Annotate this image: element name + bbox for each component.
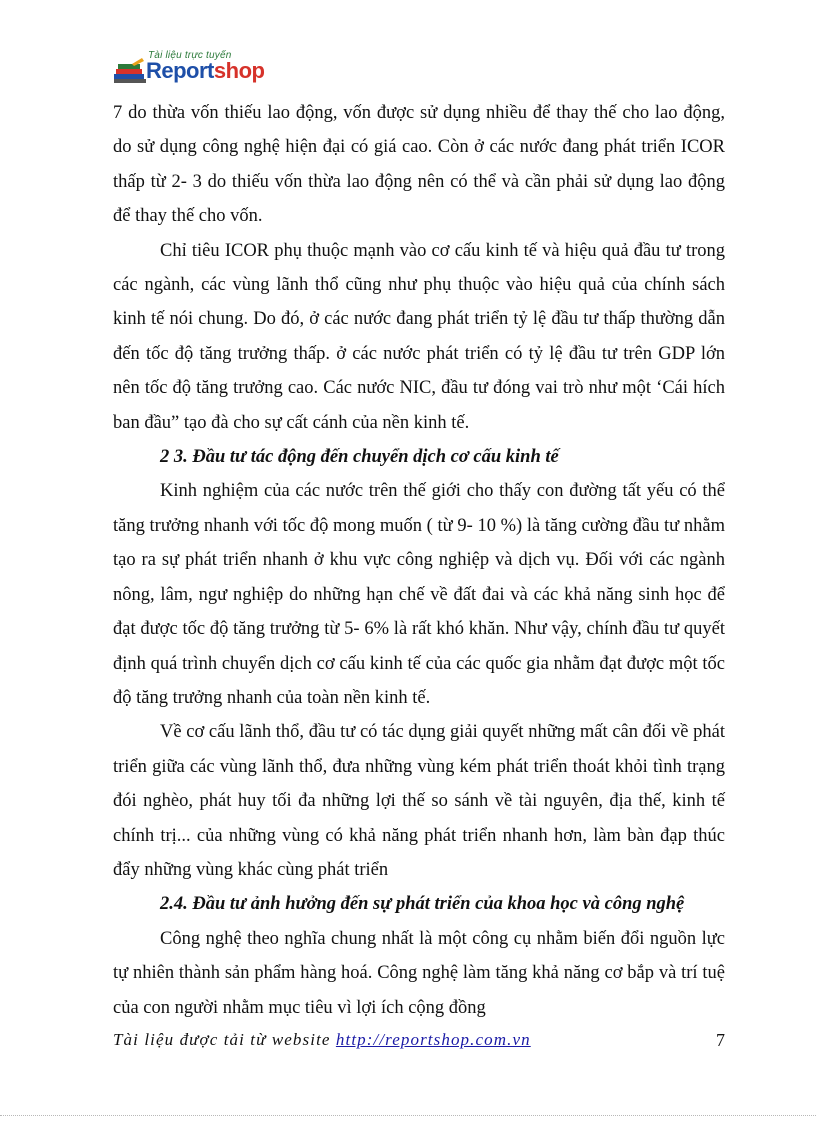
page-bottom-rule	[0, 1115, 816, 1116]
section-heading-2-4: 2.4. Đầu tư ảnh hưởng đến sự phát triển của khoa học và công nghệ	[160, 894, 685, 915]
footer-text: Tài liệu được tải từ website	[113, 1030, 336, 1049]
logo-word-report: Report	[146, 58, 214, 83]
logo-word-shop: shop	[213, 58, 265, 83]
section-heading-2-3: 2 3. Đầu tư tác động đến chuyển dịch cơ cấu kinh tế	[160, 447, 559, 468]
paragraph-technology: Công nghệ theo nghĩa chung nhất là một công cụ nhằm biến đổi nguồn lực tự nhiên thành sản phẩm hàng hoá. Công nghệ làm tăng khả năng cơ bắp và trí tuệ của con người nhằm mục tiêu vì lợi ích cộng đồng	[113, 928, 725, 1018]
books-icon	[112, 58, 148, 86]
reportshop-logo	[112, 50, 282, 90]
footer-caption	[113, 1030, 531, 1050]
paragraph-icor-factors: Chỉ tiêu ICOR phụ thuộc mạnh vào cơ cấu kinh tế và hiệu quả đầu tư trong các ngành, các vùng lãnh thổ cũng như phụ thuộc vào hiệu quả của chính sách kinh tế nói chung. Do đó, ở các nước đang phát triển tỷ lệ đầu tư thấp thường dẫn đến tốc độ tăng trưởng thấp. ở các nước phát triển có tỷ lệ đầu tư trên GDP lớn nên tốc độ tăng trưởng cao. Các nước NIC, đầu tư đóng vai trò như một ‘Cái hích ban đầu” tạo đà cho sự cất cánh của nền kinh tế.	[113, 240, 725, 433]
page-number: 7	[716, 1030, 725, 1050]
paragraph-territory: Về cơ cấu lãnh thổ, đầu tư có tác dụng giải quyết những mất cân đối về phát triển giữa các vùng lãnh thổ, đưa những vùng kém phát triển thoát khỏi tình trạng đói nghèo, phát huy tối đa những lợi thế so sánh về tài nguyên, địa thế, kinh tế chính trị... của những vùng có khả năng phát triển nhanh hơn, làm bàn đạp thúc đẩy những vùng khác cùng phát triển	[113, 722, 725, 880]
paragraph-experience: Kinh nghiệm của các nước trên thế giới cho thấy con đường tất yếu có thể tăng trưởng nhanh với tốc độ mong muốn ( từ 9- 10 %) là tăng cường đầu tư nhằm tạo ra sự phát triển nhanh ở khu vực công nghiệp và dịch vụ. Đối với các ngành nông, lâm, ngư nghiệp do những hạn chế về đất đai và các khả năng sinh học để đạt được tốc độ tăng trưởng từ 5- 6% là rất khó khăn. Như vậy, chính đầu tư quyết định quá trình chuyển dịch cơ cấu kinh tế của các quốc gia nhằm đạt được một tốc độ tăng trưởng nhanh của toàn nền kinh tế.	[113, 481, 725, 708]
logo-tagline: Tài liệu trực tuyến	[148, 50, 232, 61]
footer-link[interactable]: http://reportshop.com.vn	[335, 1030, 531, 1049]
page-footer	[113, 1030, 725, 1056]
paragraph-icor-developed: 7 do thừa vốn thiếu lao động, vốn được sử dụng nhiều để thay thế cho lao động, do sử dụng công nghệ hiện đại có giá cao. Còn ở các nước đang phát triển ICOR thấp từ 2- 3 do thiếu vốn thừa lao động nên có thể và cần phải sử dụng lao động để thay thế cho vốn.	[113, 103, 725, 227]
logo-wordmark	[146, 58, 264, 84]
document-body	[113, 96, 725, 1025]
